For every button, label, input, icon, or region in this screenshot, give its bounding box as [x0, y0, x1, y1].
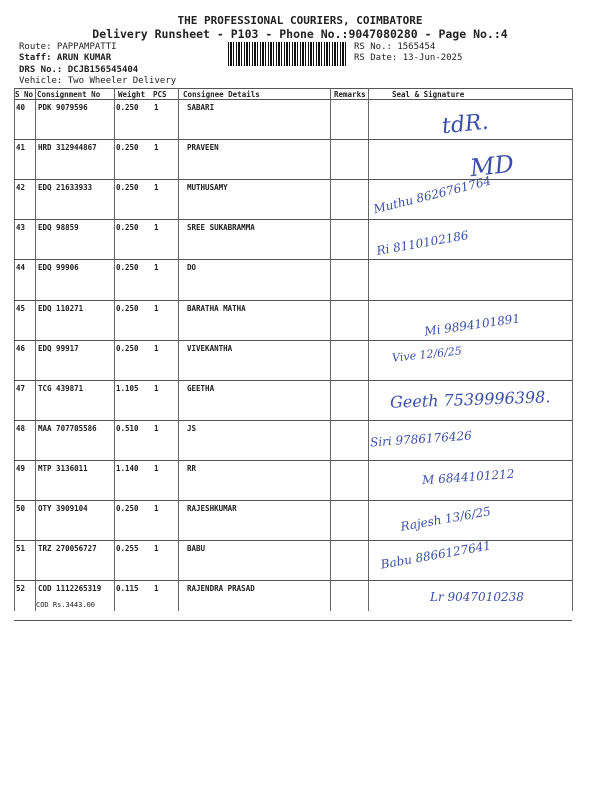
col-header-consignment: Consignment No: [37, 90, 101, 99]
cell-consignee: BABU: [187, 544, 206, 554]
table-rule: [14, 460, 572, 461]
table-rule: [14, 139, 572, 140]
cell-consignment-no: MAA 707705586: [38, 423, 97, 433]
table-column-rule: [178, 88, 179, 611]
signature-mark: MD: [468, 149, 516, 183]
cell-weight: 0.250: [116, 223, 139, 233]
signature-mark: Ri 8110102186: [375, 228, 470, 258]
col-header-seal: Seal & Signature: [392, 90, 465, 99]
table-column-rule: [114, 88, 115, 611]
cell-pcs: 1: [154, 584, 159, 594]
cell-pcs: 1: [154, 383, 159, 393]
cell-weight: 0.250: [116, 263, 139, 273]
cell-consignee: RAJENDRA PRASAD: [187, 584, 255, 594]
signature-mark: Geeth 7539996398.: [389, 387, 551, 412]
table-column-rule: [572, 88, 573, 611]
cell-pcs: 1: [154, 143, 159, 153]
cell-consignee: RAJESHKUMAR: [187, 504, 237, 513]
cell-pcs: 1: [154, 544, 159, 554]
cell-sno: 47: [16, 383, 26, 393]
signature-mark: Siri 9786176426: [369, 428, 473, 450]
signature-mark: M 6844101212: [421, 466, 515, 488]
table-rule: [14, 259, 572, 260]
table-rule: [14, 420, 572, 421]
cell-consignee: PRAVEEN: [187, 143, 219, 153]
cell-consignment-no: EDQ 99917: [38, 343, 79, 353]
route-label: Route: PAPPAMPATTI: [19, 42, 117, 52]
cell-pcs: 1: [154, 463, 159, 473]
col-header-pcs: PCS: [153, 90, 167, 99]
cell-pcs: 1: [154, 303, 159, 313]
staff-label: Staff: ARUN KUMAR: [19, 53, 112, 63]
drs-label: DRS No.: DCJB156545404: [19, 65, 139, 75]
col-header-remarks: Remarks: [334, 90, 366, 99]
cell-weight: 0.250: [116, 303, 139, 313]
table-rule: [14, 340, 572, 341]
cell-sno: 42: [16, 183, 26, 193]
cell-consignment-no: PDK 9079596: [38, 103, 88, 112]
cell-sno: 44: [16, 263, 26, 273]
cell-pcs: 1: [154, 504, 159, 513]
table-rule: [14, 99, 572, 100]
cell-consignment-no: TRZ 270056727: [38, 544, 97, 554]
cell-consignment-no: OTY 3909104: [38, 504, 88, 513]
table-rule: [14, 219, 572, 220]
cod-amount: COD Rs.3443.00: [36, 601, 96, 609]
cell-sno: 45: [16, 303, 26, 313]
table-column-rule: [14, 88, 15, 611]
table-column-rule: [330, 88, 331, 611]
cell-consignment-no: EDQ 110271: [38, 303, 84, 313]
cell-pcs: 1: [154, 263, 159, 273]
cell-weight: 0.250: [116, 143, 139, 153]
cell-consignment-no: EDQ 98859: [38, 223, 79, 233]
cell-consignee: BARATHA MATHA: [187, 303, 246, 313]
table-column-rule: [368, 88, 369, 611]
cell-consignee: MUTHUSAMY: [187, 183, 228, 193]
cell-consignee: RR: [187, 463, 197, 473]
cell-sno: 40: [16, 103, 26, 112]
col-header-consignee: Consignee Details: [183, 90, 260, 99]
cell-pcs: 1: [154, 223, 159, 233]
signature-mark: Muthu 8626761764: [372, 173, 493, 217]
cell-sno: 46: [16, 343, 26, 353]
barcode-image: [228, 42, 346, 66]
cell-consignee: SREE SUKABRAMMA: [187, 223, 255, 233]
table-rule: [14, 620, 572, 621]
table-rule: [14, 500, 572, 501]
signature-mark: Lr 9047010238: [430, 590, 524, 604]
signature-mark: Vive 12/6/25: [391, 344, 463, 365]
company-title: THE PROFESSIONAL COURIERS, COIMBATORE: [177, 14, 423, 27]
cell-consignment-no: EDQ 21633933: [38, 183, 93, 193]
cell-pcs: 1: [154, 183, 159, 193]
table-rule: [14, 580, 572, 581]
cell-weight: 0.250: [116, 343, 139, 353]
cell-weight: 0.115: [116, 584, 139, 594]
cell-sno: 48: [16, 423, 26, 433]
cell-consignment-no: EDQ 99906: [38, 263, 79, 273]
cell-consignment-no: TCG 439871: [38, 383, 84, 393]
cell-sno: 51: [16, 544, 26, 554]
cell-consignment-no: HRD 312944867: [38, 143, 97, 153]
signature-mark: tdR.: [440, 109, 490, 140]
rs-number: RS No.: 1565454: [354, 42, 436, 52]
col-header-sno: S No: [15, 90, 34, 99]
rs-date: RS Date: 13-Jun-2025: [354, 53, 463, 63]
signature-mark: Rajesh 13/6/25: [399, 504, 492, 534]
signature-mark: Mi 9894101891: [423, 311, 521, 339]
table-column-rule: [35, 88, 36, 611]
vehicle-label: Vehicle: Two Wheeler Delivery: [19, 76, 177, 86]
cell-consignment-no: MTP 3136011: [38, 463, 88, 473]
cell-sno: 49: [16, 463, 26, 473]
table-rule: [14, 88, 572, 89]
cell-weight: 1.105: [116, 383, 139, 393]
cell-weight: 1.140: [116, 463, 139, 473]
signature-mark: Babu 8866127641: [379, 538, 492, 572]
table-rule: [14, 380, 572, 381]
cell-consignee: SABARI: [187, 103, 215, 112]
col-header-weight: Weight: [118, 90, 146, 99]
runsheet-subtitle: Delivery Runsheet - P103 - Phone No.:9047080280 - Page No.:4: [92, 27, 508, 41]
cell-consignee: JS: [187, 423, 197, 433]
cell-consignee: GEETHA: [187, 383, 215, 393]
cell-pcs: 1: [154, 423, 159, 433]
cell-consignee: VIVEKANTHA: [187, 343, 233, 353]
cell-weight: 0.250: [116, 103, 139, 112]
cell-sno: 43: [16, 223, 26, 233]
table-rule: [14, 300, 572, 301]
cell-weight: 0.255: [116, 544, 139, 554]
cell-consignment-no: COD 1112265319: [38, 584, 102, 594]
cell-pcs: 1: [154, 343, 159, 353]
cell-sno: 52: [16, 584, 26, 594]
cell-pcs: 1: [154, 103, 159, 112]
cell-weight: 0.510: [116, 423, 139, 433]
cell-sno: 41: [16, 143, 26, 153]
cell-weight: 0.250: [116, 183, 139, 193]
cell-consignee: DO: [187, 263, 197, 273]
cell-sno: 50: [16, 504, 26, 513]
cell-weight: 0.250: [116, 504, 139, 513]
